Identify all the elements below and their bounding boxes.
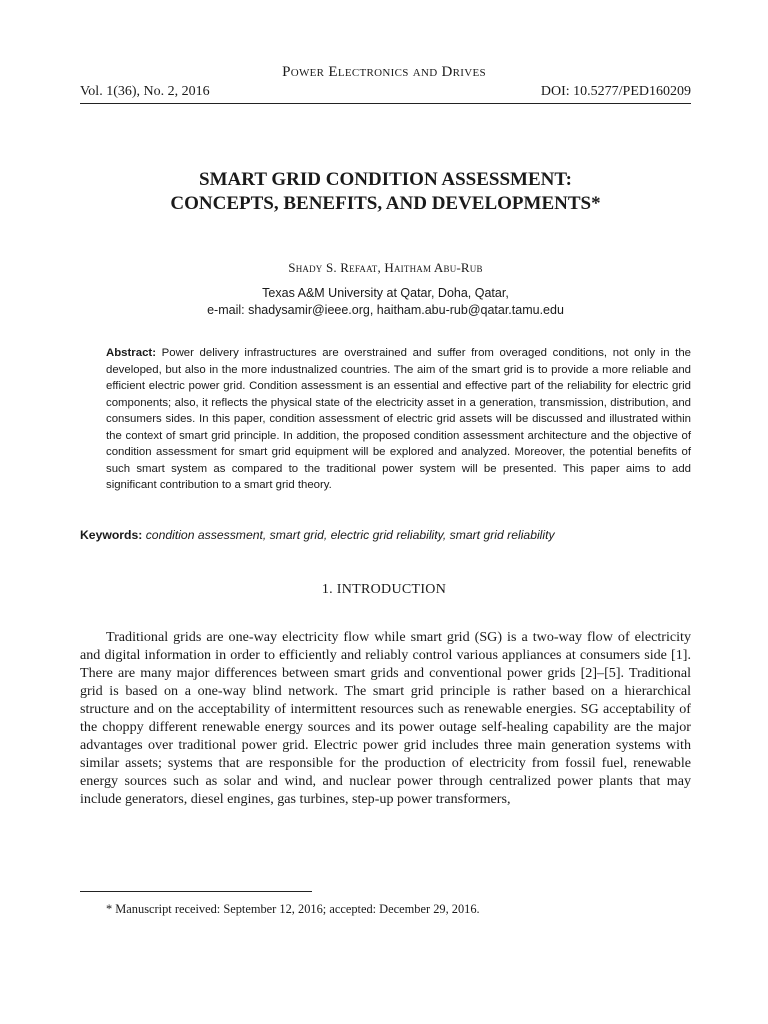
keywords-text: condition assessment, smart grid, electric grid reliability, smart grid reliability <box>145 528 555 542</box>
volume-info: Vol. 1(36), No. 2, 2016 <box>80 84 210 99</box>
journal-name: Power Electronics and Drives <box>282 64 486 80</box>
footnote-rule <box>80 891 312 892</box>
authors: Shady S. Refaat, Haitham Abu-Rub <box>288 260 483 275</box>
email-line: e-mail: shadysamir@ieee.org, haitham.abu-rub@qatar.tamu.edu <box>207 303 564 317</box>
paper-title <box>80 168 691 216</box>
title-line-2: CONCEPTS, BENEFITS, AND DEVELOPMENTS* <box>170 193 601 214</box>
title-line-1: SMART GRID CONDITION ASSESSMENT: <box>199 169 572 190</box>
footnote: * Manuscript received: September 12, 2016; accepted: December 29, 2016. <box>106 902 480 916</box>
abstract-label: Abstract: <box>106 347 157 359</box>
abstract-text: Power delivery infrastructures are overstrained and suffer from overaged conditions, not only in the developed, but also in the more industnalized countries. The aim of the smart grid is to provide a more reliable and efficient electric power grid. Condition assessment is an essential and effective part of the reliability for electric grid components; also, it reflects the physical state of the electricity asset in a generation, transmission, distribution, and consumers sides. In this paper, condition assessment of electric grid assets will be discussed and illustrated within the context of smart grid principle. In addition, the proposed condition assessment architecture and the objective of condition assessment for smart grid equipment will be explored and analyzed. Moreover, the potential benefits of such smart system as compared to the traditional power system will be presented. This paper aims to add significant contribution to a smart grid theory. <box>106 347 691 491</box>
issue-line <box>80 84 691 100</box>
abstract <box>106 345 691 494</box>
doi: DOI: 10.5277/PED160209 <box>540 84 691 99</box>
affiliation <box>80 285 691 319</box>
keywords-label: Keywords: <box>80 528 143 542</box>
header-rule <box>80 103 691 104</box>
keywords <box>80 528 700 542</box>
affiliation-line: Texas A&M University at Qatar, Doha, Qatar, <box>262 286 509 300</box>
section-heading: 1. INTRODUCTION <box>321 582 447 597</box>
body-paragraph: Traditional grids are one-way electricity flow while smart grid (SG) is a two-way flow of electricity and digital information in order to efficiently and reliably control various appliances at consumers side [1]. There are many major differences between smart grids and conventional power grids [2]–[5]. Traditional grid is based on a one-way blind network. The smart grid principle is rather based on a hierarchical structure and on the acceptability of intermittent resources such as renewable energies. SG acceptability of the choppy different renewable energy sources and its power outage self-healing capability are the major advantages over traditional power grid. Electric power grid includes three main generation systems with similar assets; systems that are responsible for the production of electricity from fossil fuel, renewable energy sources such as solar and wind, and nuclear power through centralized power plants that may include generators, diesel engines, gas turbines, step-up power transformers, <box>80 629 691 807</box>
